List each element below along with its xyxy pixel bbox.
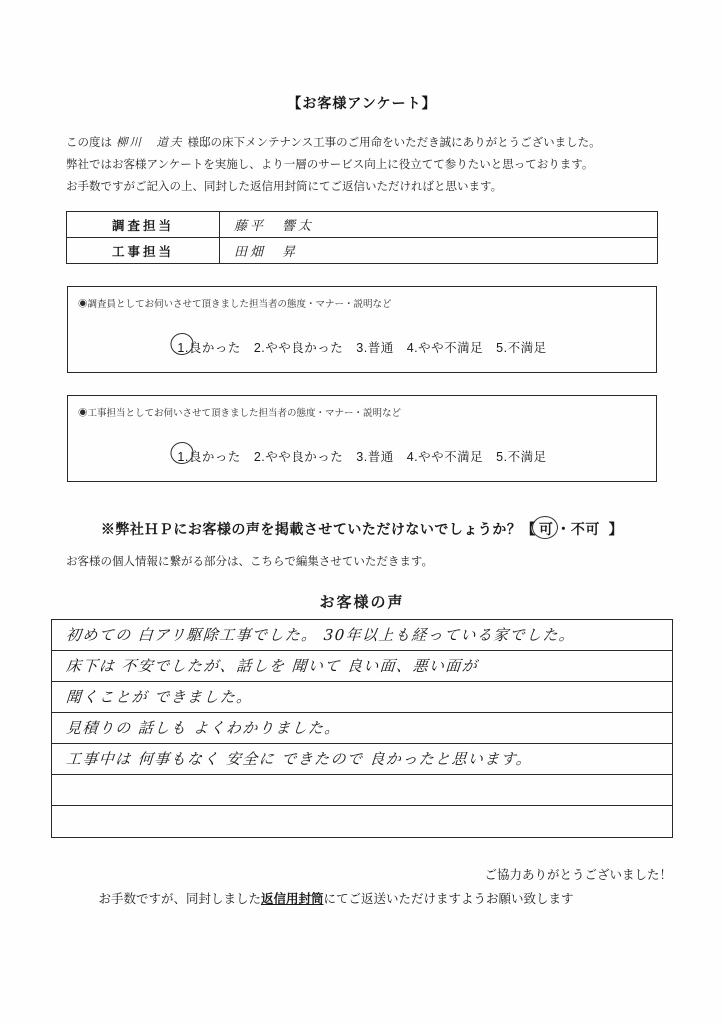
intro-paragraphs [0,136,724,193]
hp-consent-option-no[interactable]: 不可 [570,521,600,538]
voice-section-heading: お客様の声 [319,594,405,612]
intro-line-3: お手数ですがご記入の上、同封した返信用封筒にてご返信いただければと思います。 [66,181,503,194]
choice-option-selected[interactable]: 1.良かった [177,338,240,356]
question-block-construction-staff [67,395,657,482]
voice-textarea[interactable] [51,619,673,838]
choice-option[interactable]: 3.普通 [356,450,394,465]
staff-name-value: 田畑 昇 [220,238,658,264]
voice-line[interactable] [52,744,672,775]
voice-line[interactable] [52,806,672,837]
table-row [67,238,658,264]
footer-thanks: ご協力ありがとうございました！ [484,868,672,883]
voice-line[interactable] [52,651,672,682]
table-row [67,212,658,238]
choice-row [68,338,656,356]
choice-option[interactable]: 5.不満足 [496,450,547,465]
intro-line-2: 弊社ではお客様アンケートを実施し、より一層のサービス向上に役立てて参りたいと思っております。 [66,159,594,172]
footer-closing-post: にてご返送いただけますようお願い致します [323,891,574,906]
voice-line-text: 床下は 不安でしたが、話しを 聞いて 良い面、悪い面が [65,657,479,676]
choice-option[interactable]: 4.やや不満足 [406,341,484,356]
choice-option[interactable]: 2.やや良かった [253,450,344,465]
intro-line-1 [66,136,658,149]
staff-table [66,211,658,264]
page-title: 【お客様アンケート】 [287,95,437,111]
hp-consent-option-yes[interactable]: 可 [536,519,557,539]
hp-consent-close-bracket: 】 [608,521,624,538]
voice-line-text: 聞くことが できました。 [65,688,254,707]
question-prompt: ◉工事担当としてお伺いさせて頂きました担当者の態度・マナー・説明など [78,408,402,420]
voice-line[interactable] [52,682,672,713]
privacy-note: お客様の個人情報に繋がる部分は、こちらで編集させていただきます。 [66,556,433,569]
voice-line[interactable] [52,775,672,806]
choice-option[interactable]: 5.不満足 [496,341,547,356]
customer-name: 柳川 道夫 [116,135,184,149]
hp-consent-text: ※弊社ＨＰにお客様の声を掲載させていただけないでしょうか？【 [100,521,536,538]
staff-name-value: 藤平 響太 [220,212,658,238]
footer-closing-emphasis: 返信用封筒 [260,891,324,906]
intro-line-1-pre: この度は [66,137,112,149]
staff-role-label: 工事担当 [67,238,220,264]
choice-option[interactable]: 4.やや不満足 [406,450,484,465]
staff-role-label: 調査担当 [67,212,220,238]
choice-option[interactable]: 3.普通 [356,341,394,356]
question-prompt: ◉調査員としてお伺いさせて頂きました担当者の態度・マナー・説明など [78,299,392,311]
voice-line[interactable] [52,713,672,744]
intro-line-1-post: 様邸の床下メンテナンス工事のご用命をいただき誠にありがとうございました。 [187,137,601,149]
choice-option-selected[interactable]: 1.良かった [177,447,240,465]
voice-line-text: 工事中は 何事もなく 安全に できたので 良かったと思います。 [65,750,533,769]
hp-consent-question [0,519,724,539]
hp-consent-separator: ・ [556,521,571,538]
footer-closing-pre: お手数ですが、同封しました [98,891,261,906]
voice-line[interactable] [52,620,672,651]
footer-closing [0,888,672,912]
voice-line-text: 見積りの 話しも よくわかりました。 [65,719,342,738]
voice-line-text: 初めての 白アリ駆除工事でした。 30年以上も経っている家でした。 [65,626,576,645]
choice-row [68,447,656,465]
choice-option[interactable]: 2.やや良かった [253,341,344,356]
footer [0,864,724,912]
question-block-survey-staff [67,286,657,373]
